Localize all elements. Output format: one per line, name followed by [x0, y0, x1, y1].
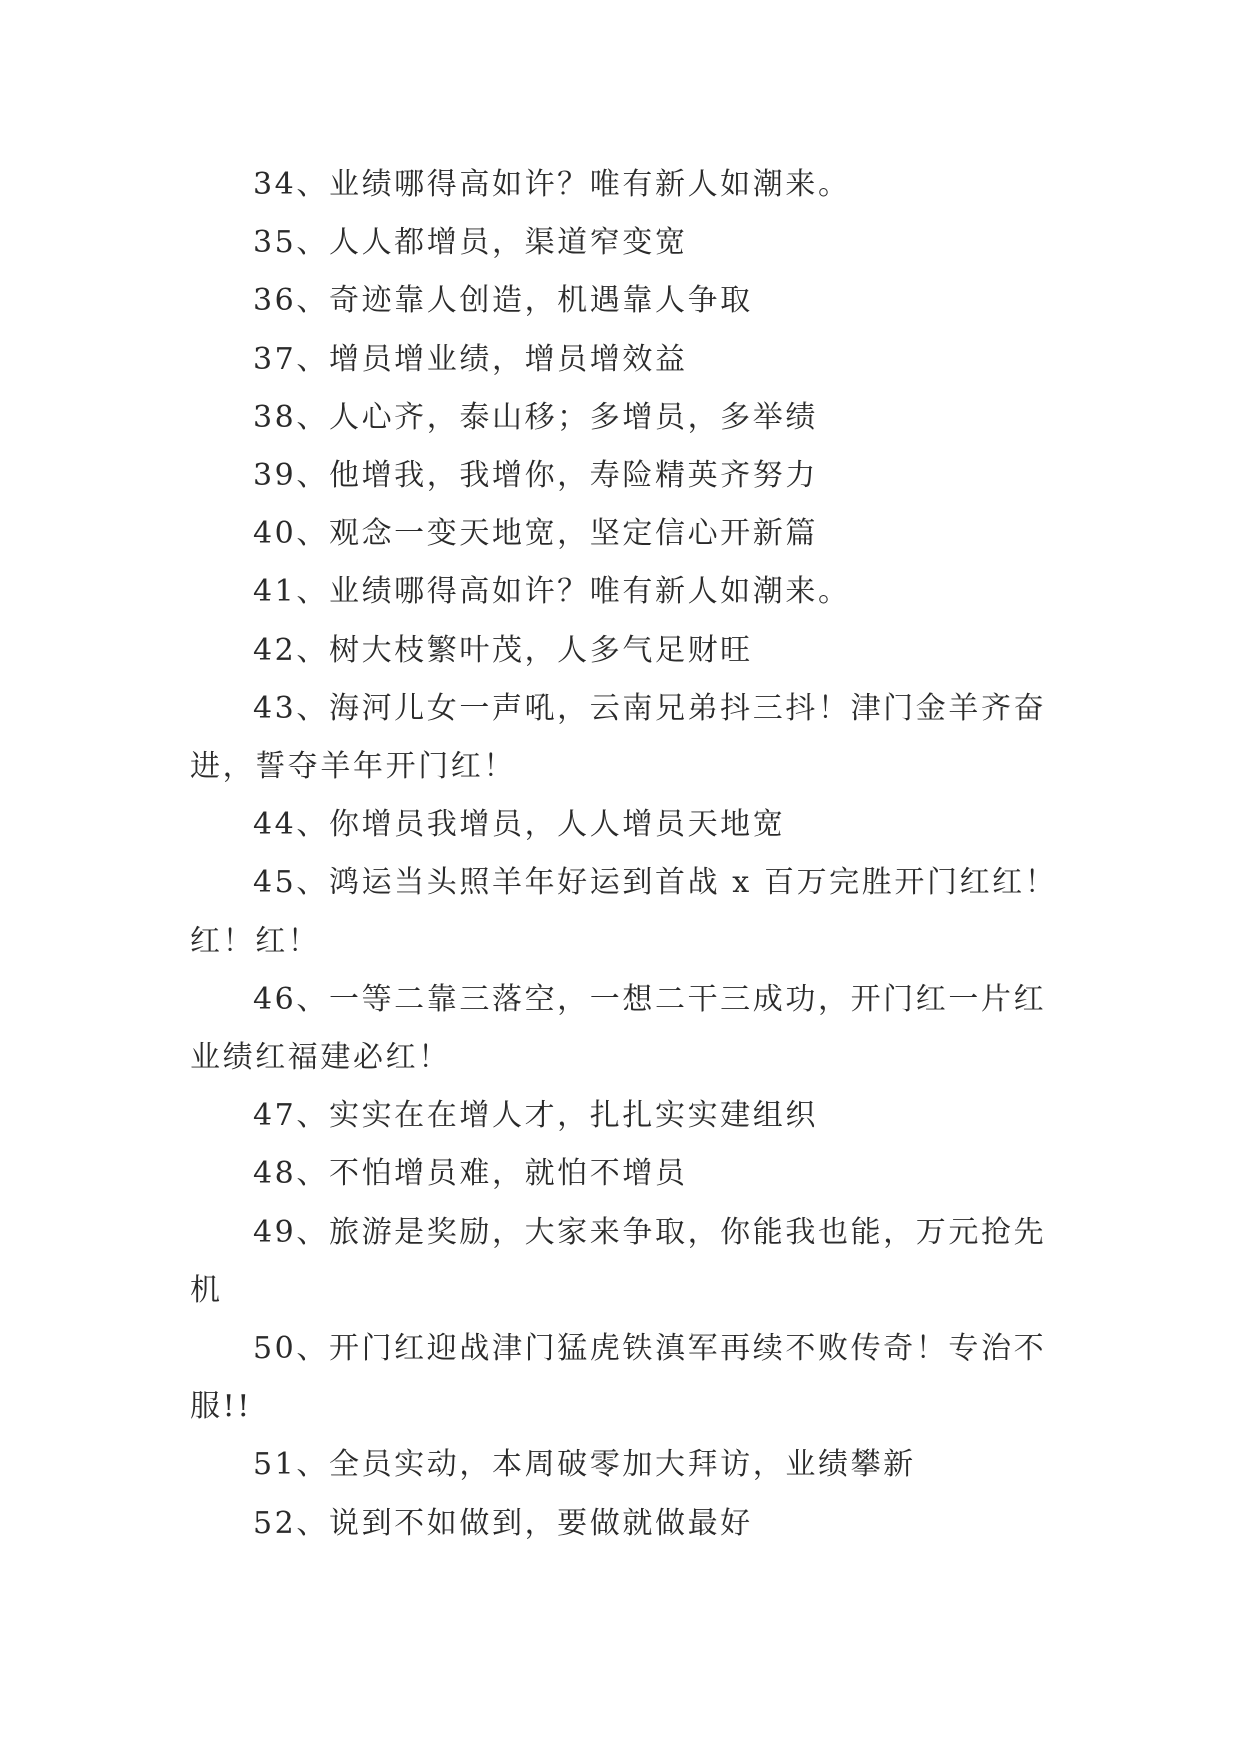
list-item: 39、他增我，我增你，寿险精英齐努力 [253, 458, 818, 494]
list-item: 47、实实在在增人才，扎扎实实建组织 [253, 1098, 818, 1134]
list-item: 50、开门红迎战津门猛虎铁滇军再续不败传奇！专治不服!! [190, 1331, 1047, 1425]
list-item: 51、全员实动，本周破零加大拜访，业绩攀新 [253, 1447, 916, 1483]
list-item: 44、你增员我增员，人人增员天地宽 [253, 807, 786, 843]
list-item: 41、业绩哪得高如许？唯有新人如潮来。 [253, 574, 851, 610]
list-item: 36、奇迹靠人创造，机遇靠人争取 [253, 283, 753, 319]
list-item: 40、观念一变天地宽，坚定信心开新篇 [253, 516, 818, 552]
list-item: 52、说到不如做到，要做就做最好 [253, 1505, 753, 1541]
list-item: 37、增员增业绩，增员增效益 [253, 341, 688, 377]
list-item: 42、树大枝繁叶茂，人多气足财旺 [253, 632, 753, 668]
list-item: 46、一等二靠三落空，一想二干三成功，开门红一片红业绩红福建必红！ [190, 981, 1047, 1076]
list-item: 43、海河儿女一声吼，云南兄弟抖三抖！津门金羊齐奋进，誓夺羊年开门红！ [190, 690, 1047, 785]
list-item: 49、旅游是奖励，大家来争取，你能我也能，万元抢先机 [190, 1214, 1047, 1308]
list-item: 48、不怕增员难，就怕不增员 [253, 1156, 688, 1192]
list-item: 35、人人都增员，渠道窄变宽 [253, 225, 688, 261]
list-item: 34、业绩哪得高如许？唯有新人如潮来。 [253, 167, 851, 202]
list-item: 38、人心齐，泰山移；多增员，多举绩 [253, 399, 818, 435]
list-item: 45、鸿运当头照羊年好运到首战 x 百万完胜开门红红！红！红！ [190, 865, 1058, 959]
slogan-list [190, 156, 1070, 1553]
